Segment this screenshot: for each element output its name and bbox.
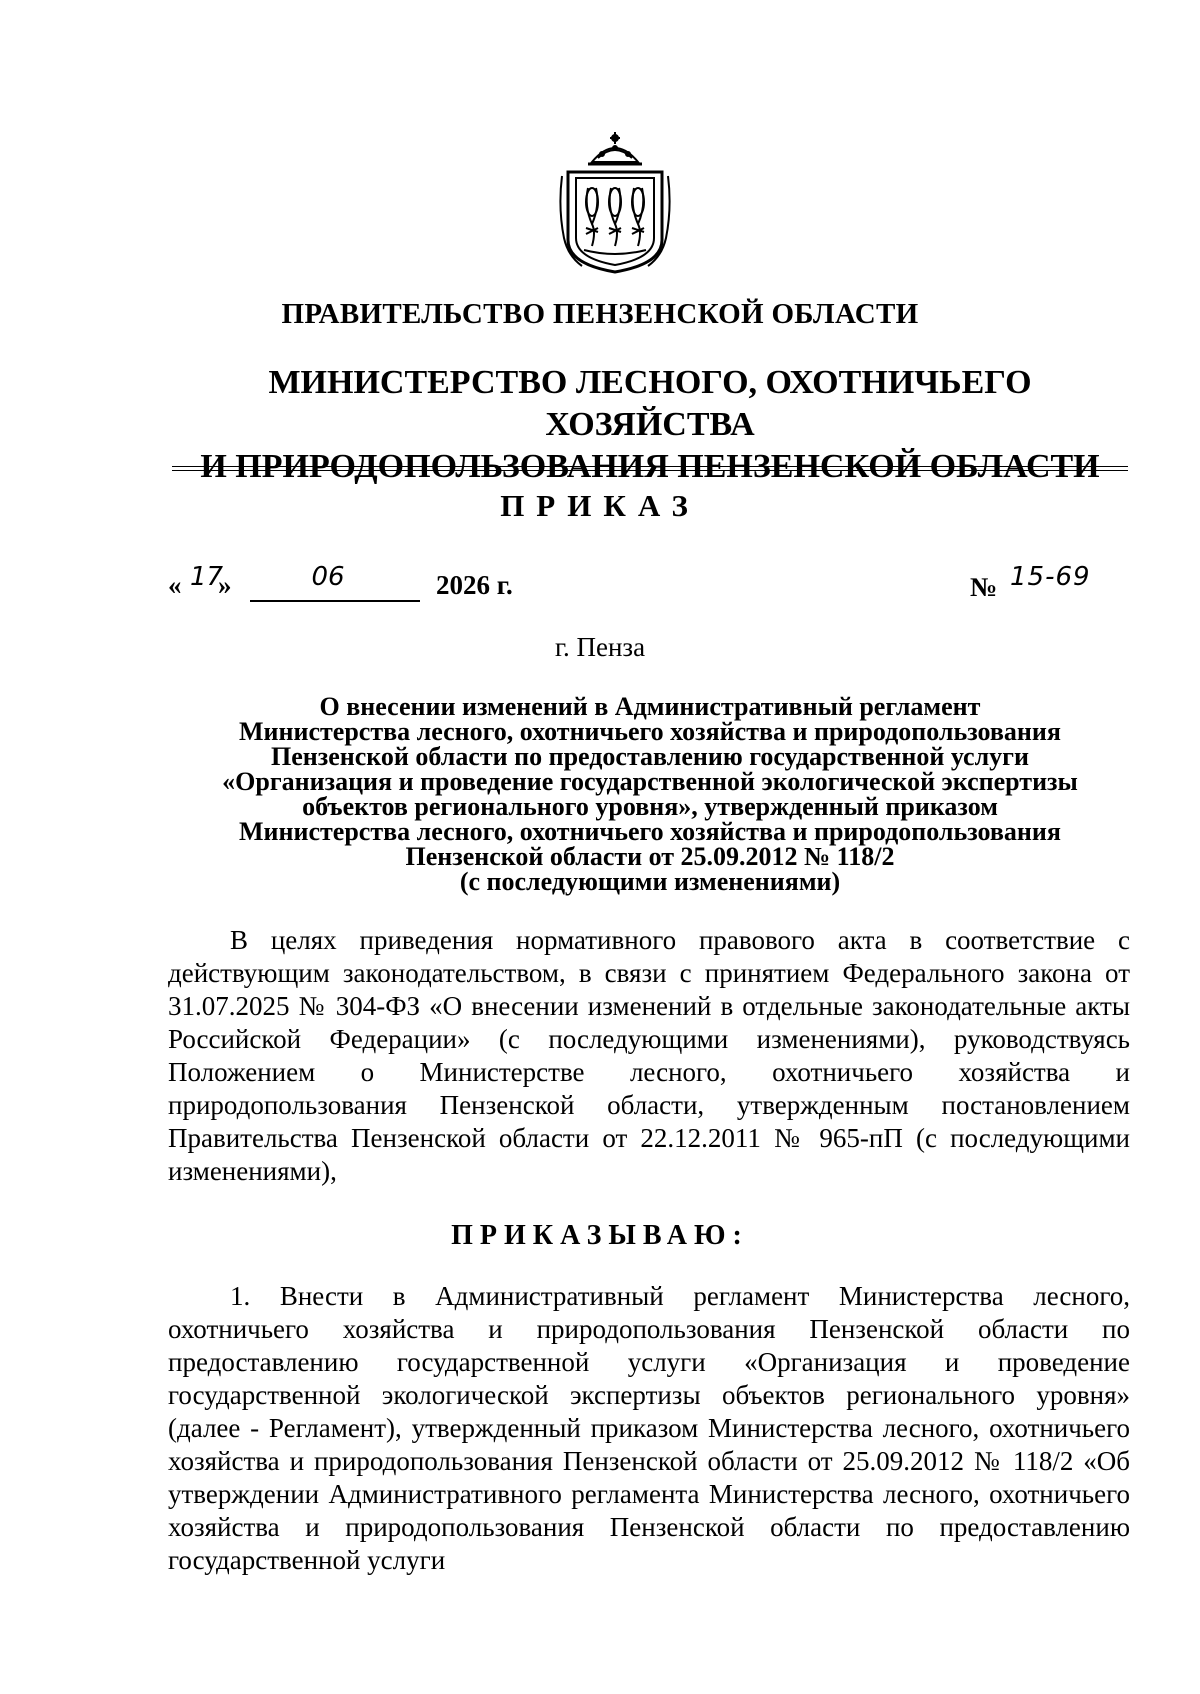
date-day: 17 xyxy=(190,562,224,592)
order-number: 15-69 xyxy=(1010,562,1091,592)
date-quote-open: « xyxy=(168,570,182,600)
date-month-underline xyxy=(250,600,420,602)
subject-line: Министерства лесного, охотничьего хозяйства и природопользования xyxy=(239,717,1061,746)
subject-line: Пензенской области от 25.09.2012 № 118/2 xyxy=(405,842,895,871)
date-quote-close: » xyxy=(218,570,232,600)
document-type-heading: ПРИКАЗ xyxy=(500,488,700,523)
penza-coat-of-arms-icon xyxy=(558,128,672,276)
subject-line: Министерства лесного, охотничьего хозяйства и природопользования xyxy=(239,817,1061,846)
date-month: 06 xyxy=(311,562,345,592)
ministry-name-line-1: МИНИСТЕРСТВО ЛЕСНОГО, ОХОТНИЧЬЕГО ХОЗЯЙСТВА xyxy=(268,364,1032,443)
city-name: г. Пенза xyxy=(554,632,646,662)
order-verb-heading: ПРИКАЗЫВАЮ: xyxy=(451,1220,749,1251)
preamble-paragraph: В целях приведения нормативного правового акта в соответствие с действующим законодательством, в связи с принятием Федерального закона от 31.07.2025 № 304-ФЗ «О внесении изменений в отдельные законодательные акты Российской Федерации» (с последующими изменениями), руководствуясь Положением о Министерстве лесного, охотничьего хозяйства и природопользования Пензенской области, утвержденным постановлением Правительства Пензенской области от 22.12.2011 № 965-пП (с последующими изменениями), xyxy=(168,925,1130,1186)
date-number-line xyxy=(168,564,1168,604)
ministry-name-line-2: И ПРИРОДОПОЛЬЗОВАНИЯ ПЕНЗЕНСКОЙ ОБЛАСТИ xyxy=(200,448,1100,485)
subject-line: «Организация и проведение государственной экологической экспертизы xyxy=(222,767,1078,796)
order-item-1: 1. Внести в Административный регламент Министерства лесного, охотничьего хозяйства и природопользования Пензенской области по предоставлению государственной услуги «Организация и проведение государственной экологической экспертизы объектов регионального уровня» (далее - Регламент), утвержденный приказом Министерства лесного, охотничьего хозяйства и природопользования Пензенской области от 25.09.2012 № 118/2 «Об утверждении Административного регламента Министерства лесного, охотничьего хозяйства и природопользования Пензенской области по предоставлению государственной услуги xyxy=(168,1281,1130,1575)
subject-line: О внесении изменений в Административный регламент xyxy=(319,692,981,721)
government-title: ПРАВИТЕЛЬСТВО ПЕНЗЕНСКОЙ ОБЛАСТИ xyxy=(281,298,919,330)
subject-line: объектов регионального уровня», утвержденный приказом xyxy=(302,792,998,821)
subject-line: Пензенской области по предоставлению государственной услуги xyxy=(271,742,1029,771)
order-subject xyxy=(170,694,1130,894)
date-year: 2026 г. xyxy=(436,570,513,600)
header-divider xyxy=(172,466,1128,471)
order-number-sign: № xyxy=(970,572,998,602)
subject-line: (с последующими изменениями) xyxy=(459,867,841,896)
